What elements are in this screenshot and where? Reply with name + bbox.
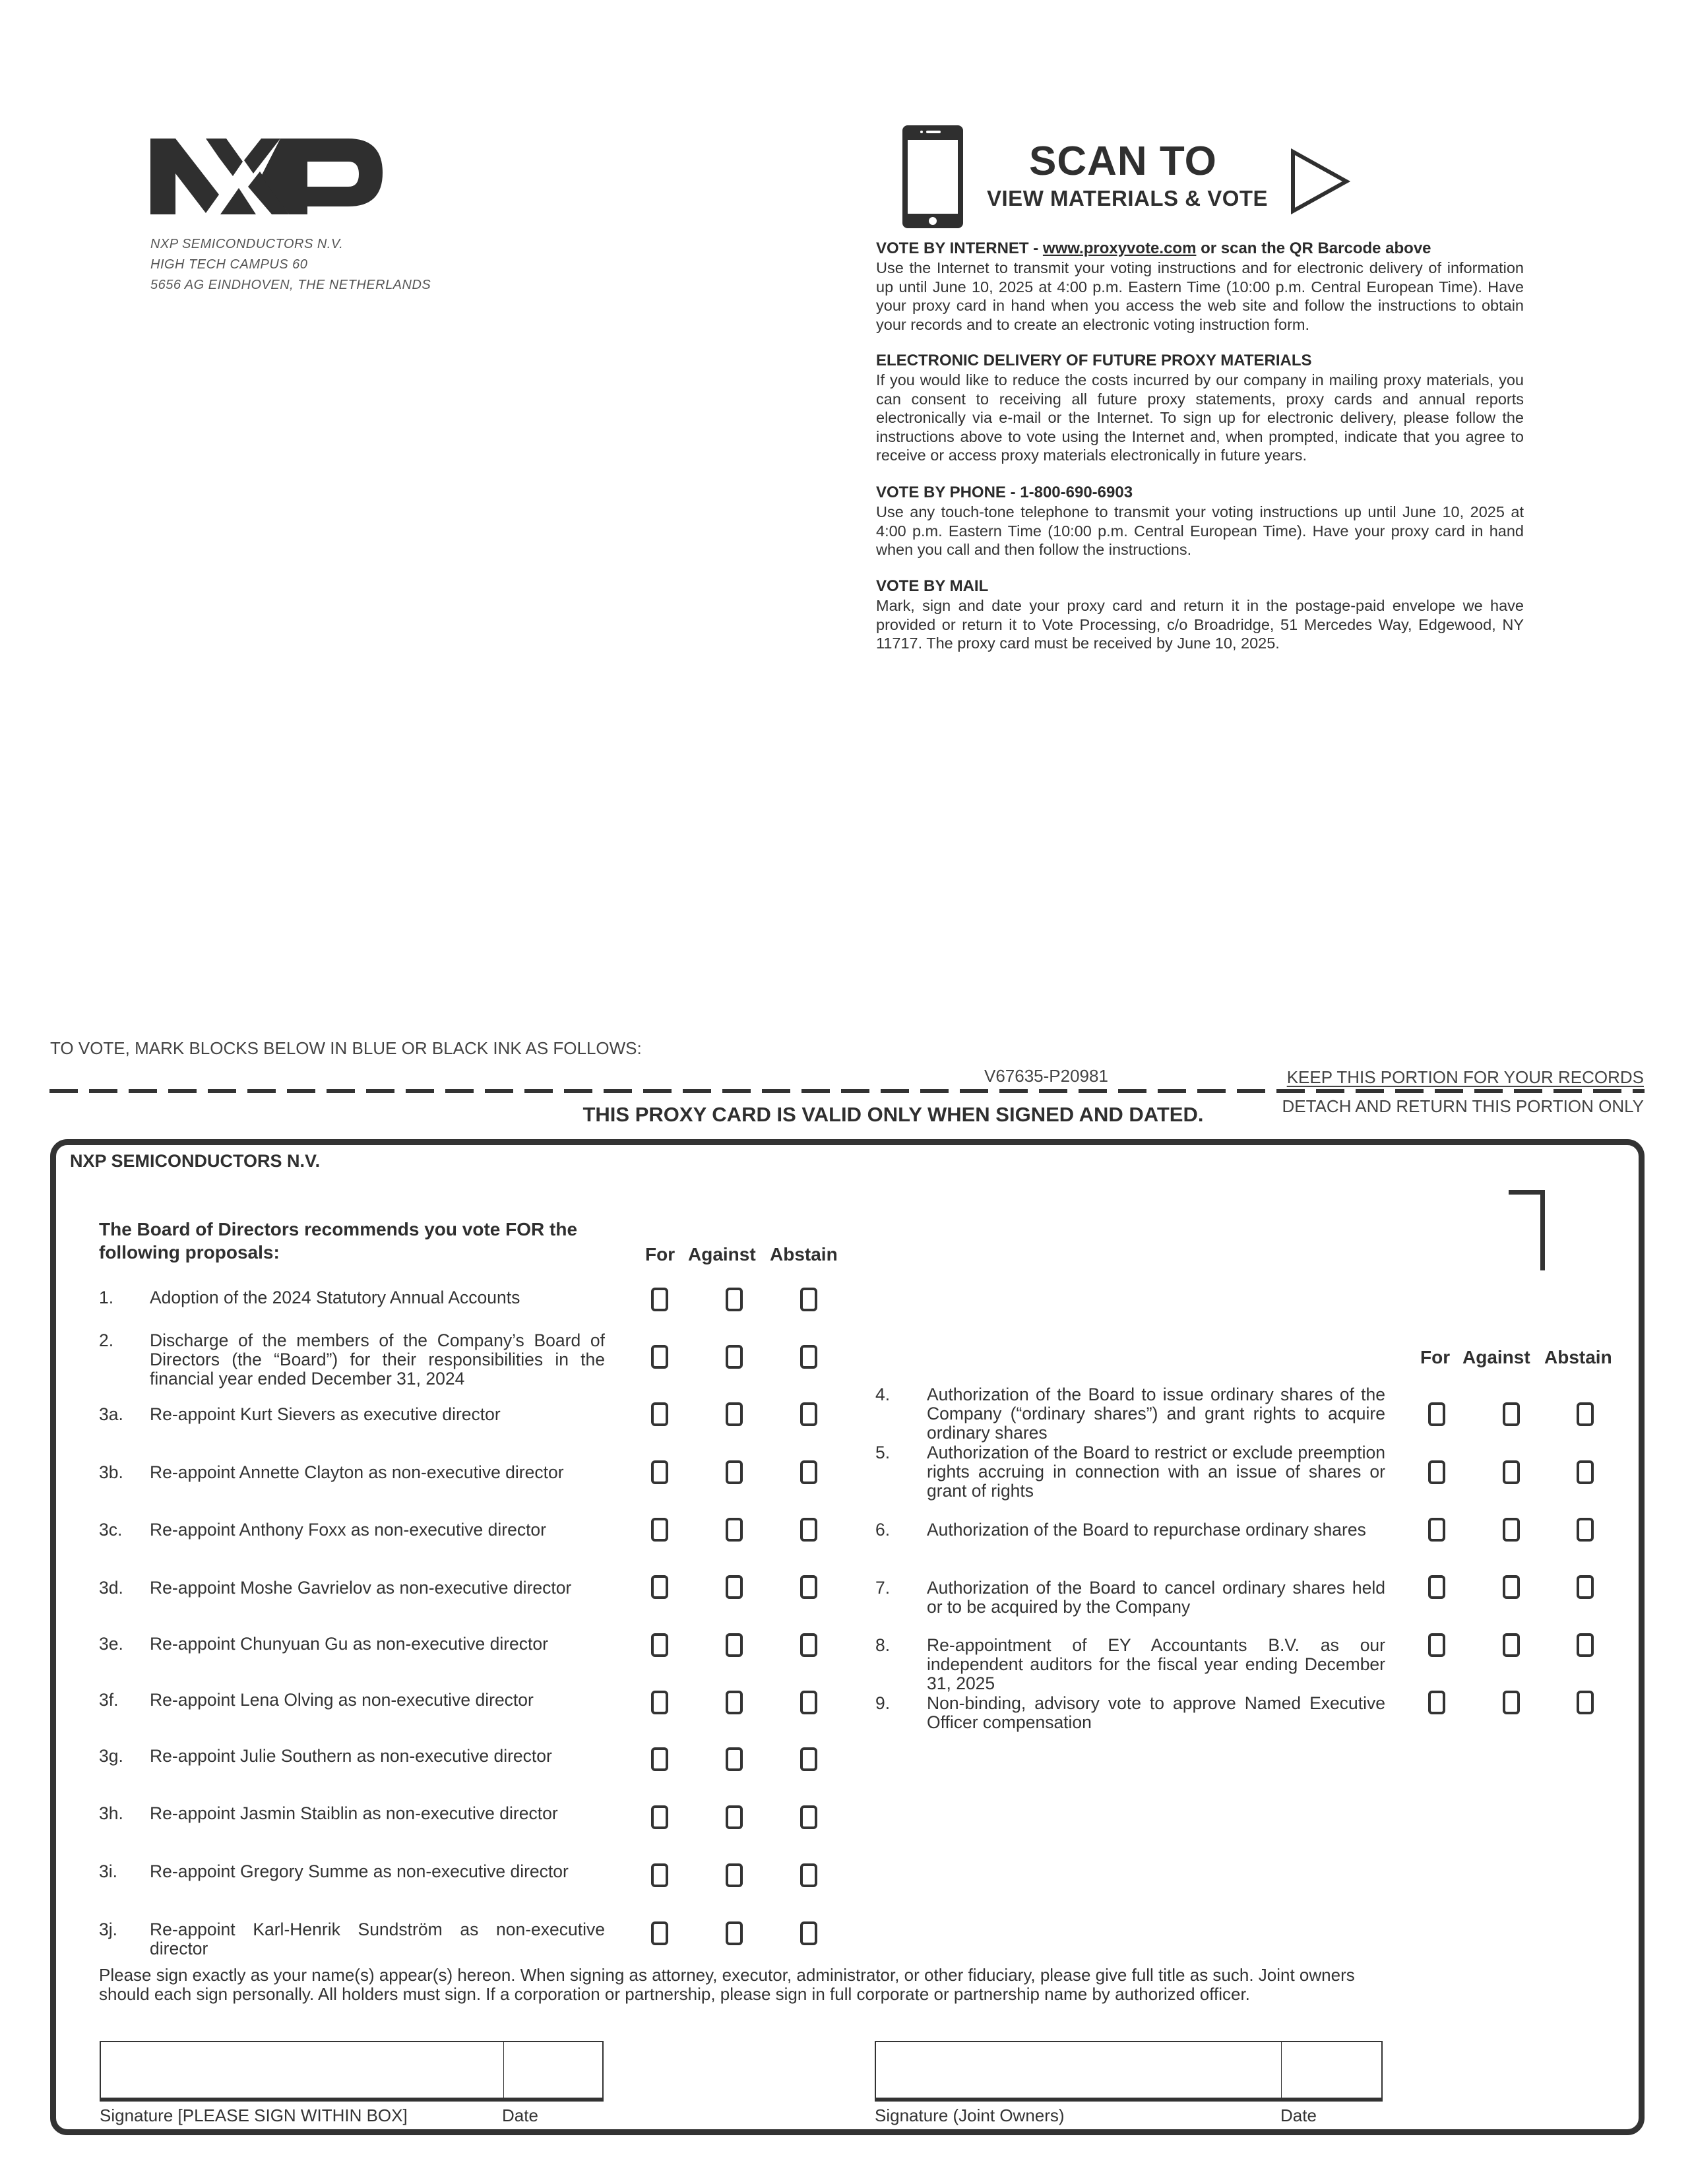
checkbox-against[interactable]: [1503, 1691, 1520, 1714]
proposal-text: Re-appoint Moshe Gavrielov as non-executive director: [150, 1578, 572, 1598]
electronic-delivery-body: If you would like to reduce the costs incurred by our company in mailing proxy materials, you can consent to receiving all future proxy statements, proxy cards and annual reports electronically via e-mail or the Internet. To sign up for electronic delivery, please follow the instructions above to vote using the Internet and, when prompted, indicate that you agree to receive or access proxy materials electronically in future years.: [876, 371, 1524, 464]
checkbox-abstain[interactable]: [800, 1747, 817, 1771]
proposal-number: 3h.: [99, 1803, 123, 1823]
play-triangle-icon: [1290, 148, 1350, 214]
checkbox-for[interactable]: [651, 1402, 668, 1426]
checkbox-for[interactable]: [651, 1863, 668, 1887]
column-for: For: [1420, 1347, 1451, 1367]
proposal-text: Re-appoint Lena Olving as non-executive director: [150, 1690, 534, 1710]
proposal-text: Re-appoint Karl-Henrik Sundström as non-executive director: [150, 1919, 605, 1958]
checkbox-against[interactable]: [726, 1863, 743, 1887]
proposal-text: Authorization of the Board to repurchase ordinary shares: [927, 1520, 1366, 1540]
proposal-text: Re-appoint Anthony Foxx as non-executive director: [150, 1520, 546, 1540]
board-recommendation: The Board of Directors recommends you vote FOR the following proposals:: [99, 1219, 578, 1263]
proposal-number: 5.: [875, 1443, 891, 1462]
proposal-text: Discharge of the members of the Company’s Board of Directors (the “Board”) for their responsibilities in the financial year ended December 31, 2024: [150, 1330, 605, 1388]
electronic-delivery-section: [876, 351, 1524, 465]
checkbox-for[interactable]: [1428, 1691, 1445, 1714]
proposal-number: 3j.: [99, 1919, 117, 1939]
proposal-text: Authorization of the Board to cancel ordinary shares held or to be acquired by the Company: [927, 1578, 1385, 1617]
checkbox-abstain[interactable]: [800, 1518, 817, 1542]
checkbox-for[interactable]: [1428, 1518, 1445, 1542]
signature-box[interactable]: [100, 2041, 604, 2102]
checkbox-abstain[interactable]: [800, 1691, 817, 1714]
column-abstain: Abstain: [770, 1244, 838, 1264]
smartphone-icon: [901, 124, 964, 230]
proposal-text: Authorization of the Board to issue ordinary shares of the Company (“ordinary shares”) and grant rights to acquire ordinary shares: [927, 1385, 1385, 1443]
proposal-number: 3a.: [99, 1404, 123, 1424]
checkbox-against[interactable]: [726, 1805, 743, 1829]
checkbox-against[interactable]: [1503, 1575, 1520, 1599]
checkbox-abstain[interactable]: [800, 1921, 817, 1945]
date-label: Date: [502, 2106, 538, 2125]
nxp-logo: [150, 135, 385, 218]
joint-signature-date-box[interactable]: [1281, 2042, 1384, 2098]
joint-signature-label: Signature (Joint Owners): [875, 2106, 1065, 2125]
vote-by-phone-body: Use any touch-tone telephone to transmit your voting instructions up until June 10, 2025 at 4:00 p.m. Eastern Time (10:00 p.m. Central European Time). Have your proxy card in hand when you call and then follow the instructions.: [876, 503, 1524, 559]
joint-date-label: Date: [1280, 2106, 1317, 2125]
proposal-number: 3b.: [99, 1462, 123, 1482]
proposal-number: 4.: [875, 1385, 891, 1404]
checkbox-abstain[interactable]: [1577, 1691, 1594, 1714]
proposal-text: Adoption of the 2024 Statutory Annual Accounts: [150, 1288, 520, 1307]
proposal-number: 3d.: [99, 1578, 123, 1598]
valid-notice: THIS PROXY CARD IS VALID ONLY WHEN SIGNED AND DATED.: [582, 1103, 1204, 1126]
vote-by-internet-heading: VOTE BY INTERNET - www.proxyvote.com or scan the QR Barcode above: [876, 239, 1431, 257]
vote-by-mail-body: Mark, sign and date your proxy card and return it in the postage-paid envelope we have provided or return it to Vote Processing, c/o Broadridge, 51 Mercedes Way, Edgewood, NY 11717. The proxy card must be received by June 10, 2025.: [876, 597, 1524, 652]
column-against: Against: [1462, 1347, 1530, 1367]
checkbox-abstain[interactable]: [800, 1633, 817, 1657]
checkbox-abstain[interactable]: [1577, 1633, 1594, 1657]
checkbox-against[interactable]: [1503, 1633, 1520, 1657]
checkbox-for[interactable]: [651, 1805, 668, 1829]
checkbox-abstain[interactable]: [1577, 1518, 1594, 1542]
checkbox-against[interactable]: [726, 1402, 743, 1426]
checkbox-against[interactable]: [726, 1747, 743, 1771]
checkbox-against[interactable]: [726, 1691, 743, 1714]
checkbox-for[interactable]: [651, 1575, 668, 1599]
checkbox-for[interactable]: [651, 1633, 668, 1657]
checkbox-against[interactable]: [726, 1288, 743, 1311]
control-number: V67635-P20981: [984, 1066, 1108, 1086]
checkbox-for[interactable]: [651, 1691, 668, 1714]
checkbox-for[interactable]: [651, 1345, 668, 1369]
checkbox-abstain[interactable]: [800, 1402, 817, 1426]
scan-title: SCAN TO: [1029, 139, 1217, 184]
vote-by-internet-section: [876, 239, 1524, 334]
checkbox-abstain[interactable]: [800, 1345, 817, 1369]
checkbox-against[interactable]: [726, 1921, 743, 1945]
proposal-number: 2.: [99, 1330, 114, 1350]
proposal-text: Re-appoint Annette Clayton as non-executive director: [150, 1462, 564, 1482]
proposal-text: Re-appoint Julie Southern as non-executive director: [150, 1746, 552, 1766]
company-address: [150, 234, 431, 296]
vote-column-headers-left: [0, 1244, 1694, 1270]
proposal-number: 3f.: [99, 1690, 119, 1710]
address-line: NXP SEMICONDUCTORS N.V.: [150, 237, 344, 251]
proposal-text: Authorization of the Board to restrict or exclude preemption rights accruing in connection with an issue of shares or grant of rights: [927, 1443, 1385, 1501]
proposal-text: Non-binding, advisory vote to approve Named Executive Officer compensation: [927, 1693, 1385, 1732]
checkbox-against[interactable]: [1503, 1460, 1520, 1484]
checkbox-for[interactable]: [651, 1518, 668, 1542]
proposal-number: 9.: [875, 1693, 891, 1713]
checkbox-against[interactable]: [726, 1345, 743, 1369]
joint-signature-box[interactable]: [875, 2041, 1383, 2102]
vote-by-mail-heading: VOTE BY MAIL: [876, 577, 989, 595]
checkbox-against[interactable]: [1503, 1402, 1520, 1426]
proposal-number: 8.: [875, 1635, 891, 1655]
checkbox-abstain[interactable]: [800, 1288, 817, 1311]
proposal-number: 6.: [875, 1520, 891, 1540]
proxyvote-link[interactable]: www.proxyvote.com: [1042, 239, 1197, 257]
checkbox-against[interactable]: [726, 1633, 743, 1657]
detach-line: [49, 1089, 1645, 1093]
checkbox-for[interactable]: [651, 1288, 668, 1311]
proposal-number: 1.: [99, 1288, 114, 1307]
checkbox-abstain[interactable]: [800, 1863, 817, 1887]
checkbox-abstain[interactable]: [1577, 1402, 1594, 1426]
proposal-number: 3e.: [99, 1634, 123, 1654]
proposal-text: Re-appoint Kurt Sievers as executive director: [150, 1404, 501, 1424]
checkbox-for[interactable]: [651, 1747, 668, 1771]
checkbox-abstain[interactable]: [1577, 1575, 1594, 1599]
checkbox-abstain[interactable]: [1577, 1460, 1594, 1484]
checkbox-for[interactable]: [651, 1460, 668, 1484]
address-line: 5656 AG EINDHOVEN, THE NETHERLANDS: [150, 278, 431, 292]
vote-by-phone-section: [876, 483, 1524, 559]
checkbox-against[interactable]: [726, 1460, 743, 1484]
checkbox-for[interactable]: [1428, 1402, 1445, 1426]
proposal-text: Re-appoint Chunyuan Gu as non-executive director: [150, 1634, 548, 1654]
proposal-number: 3c.: [99, 1520, 123, 1540]
checkbox-abstain[interactable]: [800, 1460, 817, 1484]
card-company-name: NXP SEMICONDUCTORS N.V.: [70, 1151, 321, 1171]
checkbox-for[interactable]: [1428, 1633, 1445, 1657]
electronic-delivery-heading: ELECTRONIC DELIVERY OF FUTURE PROXY MATERIALS: [876, 352, 1312, 369]
keep-portion-label: KEEP THIS PORTION FOR YOUR RECORDS: [1286, 1067, 1644, 1087]
vote-by-internet-body: Use the Internet to transmit your voting instructions and for electronic delivery of information up until June 10, 2025 at 4:00 p.m. Eastern Time (10:00 p.m. Central European Time). Have your proxy card in hand when you access the web site and follow the instructions to obtain your records and to create an electronic voting instruction form.: [876, 259, 1524, 333]
column-for: For: [645, 1244, 675, 1264]
checkbox-abstain[interactable]: [800, 1805, 817, 1829]
signing-instructions: Please sign exactly as your name(s) appear(s) hereon. When signing as attorney, executor, administrator, or other fiduciary, please give full title as such. Joint owners should each sign personally. All holders must sign. If a corporation or partnership, please sign in full corporate or partnership name by authorized officer.: [99, 1965, 1355, 2004]
checkbox-abstain[interactable]: [800, 1575, 817, 1599]
column-against: Against: [688, 1244, 756, 1264]
address-line: HIGH TECH CAMPUS 60: [150, 257, 308, 272]
checkbox-against[interactable]: [1503, 1518, 1520, 1542]
proposal-number: 7.: [875, 1578, 891, 1598]
detach-portion-label: DETACH AND RETURN THIS PORTION ONLY: [1282, 1096, 1644, 1116]
proposal-text: Re-appoint Gregory Summe as non-executive director: [150, 1861, 569, 1881]
proposal-number: 3g.: [99, 1746, 123, 1766]
proposal-number: 3i.: [99, 1861, 117, 1881]
checkbox-against[interactable]: [726, 1575, 743, 1599]
vote-by-mail-section: [876, 577, 1524, 653]
signature-date-box[interactable]: [503, 2042, 605, 2098]
scan-subtitle: VIEW MATERIALS & VOTE: [987, 186, 1269, 210]
checkbox-against[interactable]: [726, 1518, 743, 1542]
checkbox-for[interactable]: [1428, 1575, 1445, 1599]
vote-by-phone-heading: VOTE BY PHONE - 1-800-690-6903: [876, 484, 1133, 501]
proposal-text: Re-appoint Jasmin Staiblin as non-executive director: [150, 1803, 558, 1823]
checkbox-for[interactable]: [651, 1921, 668, 1945]
signature-label: Signature [PLEASE SIGN WITHIN BOX]: [100, 2106, 408, 2125]
proposal-text: Re-appointment of EY Accountants B.V. as our independent auditors for the fiscal year ending December 31, 2025: [927, 1635, 1385, 1693]
checkbox-for[interactable]: [1428, 1460, 1445, 1484]
column-abstain: Abstain: [1544, 1347, 1612, 1367]
to-vote-instruction: TO VOTE, MARK BLOCKS BELOW IN BLUE OR BLACK INK AS FOLLOWS:: [50, 1038, 642, 1058]
